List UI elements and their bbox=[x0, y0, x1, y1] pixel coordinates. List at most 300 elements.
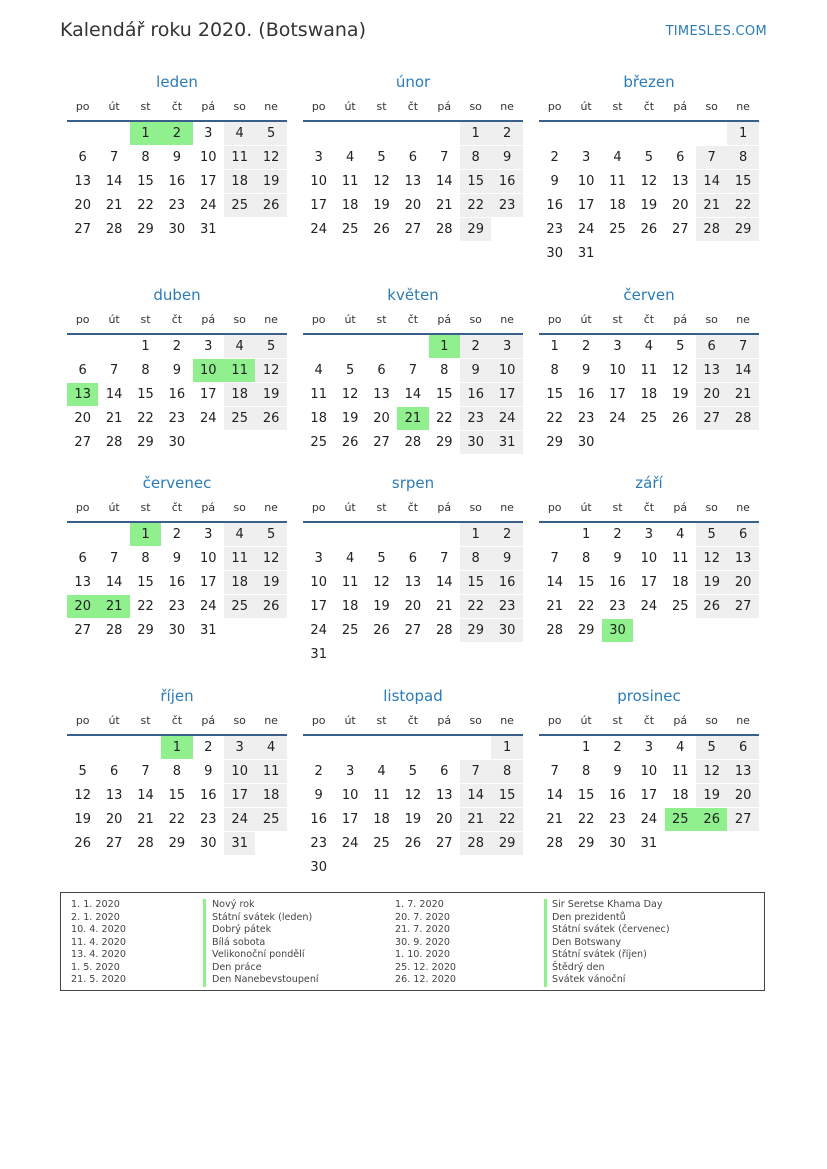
day-cell: 7 bbox=[550, 551, 559, 566]
day-cell: 28 bbox=[546, 836, 563, 851]
day-cell: 20 bbox=[373, 411, 390, 426]
day-cell: 11 bbox=[341, 575, 359, 590]
day-cell: 18 bbox=[609, 198, 626, 213]
day-cell: 26 bbox=[341, 435, 359, 450]
month-name: listopad bbox=[383, 687, 443, 705]
day-cell: 7 bbox=[109, 363, 119, 378]
weekday-header: čt bbox=[171, 714, 183, 727]
weekday-header: so bbox=[233, 313, 246, 326]
day-cell: 15 bbox=[491, 784, 522, 807]
day-cell: 10 bbox=[193, 359, 224, 382]
legend-date: 11. 4. 2020 bbox=[71, 936, 126, 948]
day-cell: 10 bbox=[200, 150, 217, 165]
day-cell: 5 bbox=[696, 736, 727, 759]
day-cell: 8 bbox=[581, 764, 591, 779]
day-cell: 27 bbox=[373, 435, 390, 450]
day-cell: 21 bbox=[105, 411, 123, 426]
day-cell: 20 bbox=[727, 571, 758, 594]
day-cell: 30 bbox=[491, 619, 522, 642]
day-cell: 26 bbox=[404, 836, 422, 851]
weekday-header: so bbox=[233, 100, 246, 113]
day-cell: 19 bbox=[74, 812, 91, 827]
weekday-header: čt bbox=[171, 313, 183, 326]
day-cell: 19 bbox=[255, 170, 286, 193]
day-cell: 30 bbox=[546, 246, 563, 261]
day-cell: 12 bbox=[696, 760, 727, 783]
day-cell: 29 bbox=[137, 435, 154, 450]
day-cell: 21 bbox=[137, 812, 154, 827]
weekday-header: so bbox=[233, 501, 246, 514]
day-cell: 28 bbox=[105, 623, 123, 638]
weekday-header: ne bbox=[264, 313, 278, 326]
day-cell: 26 bbox=[672, 411, 689, 426]
month-name: březen bbox=[623, 73, 675, 91]
day-cell: 17 bbox=[341, 812, 359, 827]
day-cell: 17 bbox=[491, 383, 522, 406]
day-cell: 26 bbox=[255, 194, 286, 217]
legend-holiday-name: Státní svátek (leden) bbox=[212, 911, 313, 923]
legend-holiday-name: Den Nanebevstoupení bbox=[212, 974, 319, 985]
legend-holiday-name: Sir Seretse Khama Day bbox=[552, 899, 663, 910]
legend-right-dates bbox=[395, 899, 456, 987]
day-cell: 9 bbox=[550, 174, 559, 189]
day-cell: 25 bbox=[224, 194, 255, 217]
day-cell: 31 bbox=[224, 832, 255, 855]
weekday-header: so bbox=[705, 501, 718, 514]
weekday-header: út bbox=[580, 100, 592, 113]
day-cell: 11 bbox=[609, 174, 626, 189]
legend-holiday-name: Den práce bbox=[212, 961, 262, 973]
day-cell: 22 bbox=[137, 198, 154, 213]
day-cell: 28 bbox=[727, 407, 758, 430]
legend-date: 1. 10. 2020 bbox=[395, 949, 450, 960]
legend-right-marker bbox=[544, 899, 547, 987]
weekday-header: st bbox=[612, 714, 623, 727]
day-cell: 27 bbox=[74, 623, 91, 638]
legend-holiday-name: Dobrý pátek bbox=[212, 924, 272, 935]
day-cell: 15 bbox=[460, 170, 491, 193]
day-cell: 8 bbox=[141, 551, 150, 566]
day-cell: 20 bbox=[672, 198, 689, 213]
day-cell: 27 bbox=[74, 222, 91, 237]
day-cell: 23 bbox=[609, 812, 626, 827]
day-cell: 8 bbox=[141, 150, 150, 165]
day-cell: 18 bbox=[255, 784, 286, 807]
weekday-header: so bbox=[705, 714, 718, 727]
weekday-header: út bbox=[580, 501, 592, 514]
weekday-header: po bbox=[75, 501, 90, 514]
day-cell: 29 bbox=[460, 218, 491, 241]
day-cell: 6 bbox=[727, 523, 758, 546]
month-name: prosinec bbox=[617, 687, 681, 705]
weekday-header: ne bbox=[500, 714, 514, 727]
day-cell: 24 bbox=[640, 599, 658, 614]
month-name: srpen bbox=[391, 474, 435, 492]
day-cell: 13 bbox=[74, 575, 91, 590]
day-cell: 18 bbox=[640, 387, 658, 402]
day-cell: 3 bbox=[644, 527, 654, 542]
month-name: leden bbox=[156, 73, 198, 91]
day-cell: 5 bbox=[644, 150, 654, 165]
day-cell: 21 bbox=[436, 198, 453, 213]
month-name: září bbox=[635, 474, 663, 492]
day-cell: 20 bbox=[74, 411, 91, 426]
day-cell: 16 bbox=[168, 174, 186, 189]
day-cell: 22 bbox=[168, 812, 186, 827]
day-cell: 24 bbox=[341, 836, 359, 851]
legend-date: 10. 4. 2020 bbox=[71, 924, 126, 935]
day-cell: 9 bbox=[491, 547, 522, 570]
weekday-header: po bbox=[75, 313, 90, 326]
day-cell: 3 bbox=[314, 551, 323, 566]
day-cell: 4 bbox=[224, 523, 255, 546]
weekday-header: pá bbox=[437, 714, 452, 727]
day-cell: 2 bbox=[613, 527, 622, 542]
weekday-header: pá bbox=[201, 100, 216, 113]
day-cell: 13 bbox=[373, 387, 390, 402]
month-name: květen bbox=[387, 286, 439, 304]
day-cell: 5 bbox=[255, 523, 286, 546]
day-cell: 8 bbox=[440, 363, 449, 378]
day-cell: 11 bbox=[310, 387, 327, 402]
month-divider bbox=[303, 734, 523, 736]
day-cell: 19 bbox=[255, 383, 286, 406]
day-cell: 13 bbox=[436, 788, 453, 803]
day-cell: 3 bbox=[581, 150, 591, 165]
day-cell: 2 bbox=[581, 339, 591, 354]
day-cell: 18 bbox=[224, 170, 255, 193]
weekday-header: ne bbox=[264, 501, 278, 514]
day-cell: 4 bbox=[314, 363, 323, 378]
day-cell: 22 bbox=[577, 812, 595, 827]
day-cell: 22 bbox=[491, 808, 522, 831]
day-cell: 31 bbox=[310, 647, 327, 662]
weekday-header: po bbox=[311, 714, 326, 727]
day-cell: 12 bbox=[255, 547, 286, 570]
day-cell: 16 bbox=[577, 387, 595, 402]
day-cell: 28 bbox=[436, 222, 453, 237]
day-cell: 19 bbox=[696, 571, 727, 594]
weekday-header: čt bbox=[643, 714, 655, 727]
day-cell: 1 bbox=[727, 122, 758, 145]
day-cell: 8 bbox=[550, 363, 559, 378]
day-cell: 21 bbox=[546, 812, 563, 827]
day-cell: 9 bbox=[314, 788, 323, 803]
day-cell: 23 bbox=[168, 198, 186, 213]
day-cell: 17 bbox=[609, 387, 626, 402]
day-cell: 15 bbox=[168, 788, 186, 803]
day-cell: 9 bbox=[172, 363, 182, 378]
day-cell: 13 bbox=[67, 383, 98, 406]
day-cell: 1 bbox=[161, 736, 192, 759]
day-cell: 24 bbox=[310, 222, 327, 237]
weekday-header: po bbox=[311, 100, 326, 113]
day-cell: 25 bbox=[665, 808, 696, 831]
month-name: únor bbox=[395, 73, 431, 91]
day-cell: 22 bbox=[137, 411, 154, 426]
day-cell: 1 bbox=[581, 740, 591, 755]
day-cell: 2 bbox=[613, 740, 622, 755]
day-cell: 24 bbox=[310, 623, 327, 638]
day-cell: 2 bbox=[460, 335, 491, 358]
day-cell: 29 bbox=[577, 836, 595, 851]
day-cell: 26 bbox=[640, 222, 658, 237]
day-cell: 5 bbox=[255, 335, 286, 358]
weekday-header: út bbox=[108, 501, 120, 514]
day-cell: 10 bbox=[609, 363, 626, 378]
day-cell: 13 bbox=[727, 760, 758, 783]
day-cell: 8 bbox=[491, 760, 522, 783]
legend-date: 1. 5. 2020 bbox=[71, 961, 120, 973]
day-cell: 15 bbox=[460, 571, 491, 594]
weekday-header: ne bbox=[736, 100, 750, 113]
weekday-header: pá bbox=[673, 501, 688, 514]
day-cell: 12 bbox=[341, 387, 359, 402]
day-cell: 25 bbox=[672, 599, 689, 614]
day-cell: 4 bbox=[676, 527, 685, 542]
day-cell: 16 bbox=[546, 198, 563, 213]
weekday-header: po bbox=[547, 100, 562, 113]
day-cell: 15 bbox=[577, 575, 595, 590]
day-cell: 11 bbox=[341, 174, 359, 189]
day-cell: 15 bbox=[546, 387, 563, 402]
weekday-header: so bbox=[469, 501, 482, 514]
day-cell: 27 bbox=[672, 222, 689, 237]
day-cell: 28 bbox=[404, 435, 422, 450]
day-cell: 6 bbox=[78, 551, 87, 566]
weekday-header: so bbox=[233, 714, 246, 727]
day-cell: 3 bbox=[204, 339, 213, 354]
day-cell: 22 bbox=[546, 411, 563, 426]
weekday-header: čt bbox=[171, 100, 183, 113]
day-cell: 25 bbox=[224, 407, 255, 430]
day-cell: 11 bbox=[224, 146, 255, 169]
legend-holiday-name: Nový rok bbox=[212, 899, 255, 910]
day-cell: 19 bbox=[373, 198, 390, 213]
day-cell: 22 bbox=[460, 595, 491, 618]
day-cell: 14 bbox=[436, 575, 453, 590]
day-cell: 4 bbox=[345, 551, 355, 566]
month-name: říjen bbox=[160, 687, 194, 705]
weekday-header: so bbox=[469, 100, 482, 113]
day-cell: 3 bbox=[345, 764, 355, 779]
weekday-header: pá bbox=[673, 313, 688, 326]
day-cell: 23 bbox=[577, 411, 595, 426]
day-cell: 23 bbox=[546, 222, 563, 237]
weekday-header: po bbox=[547, 714, 562, 727]
legend-date: 2. 1. 2020 bbox=[71, 911, 120, 923]
day-cell: 5 bbox=[377, 150, 386, 165]
day-cell: 30 bbox=[609, 836, 626, 851]
day-cell: 18 bbox=[310, 411, 327, 426]
weekday-header: út bbox=[108, 714, 120, 727]
day-cell: 14 bbox=[546, 788, 563, 803]
day-cell: 18 bbox=[373, 812, 390, 827]
day-cell: 4 bbox=[377, 764, 386, 779]
day-cell: 19 bbox=[255, 571, 286, 594]
day-cell: 14 bbox=[137, 788, 154, 803]
day-cell: 7 bbox=[440, 551, 449, 566]
day-cell: 7 bbox=[460, 760, 491, 783]
day-cell: 31 bbox=[577, 246, 595, 261]
day-cell: 27 bbox=[404, 623, 422, 638]
day-cell: 3 bbox=[491, 335, 522, 358]
day-cell: 25 bbox=[640, 411, 658, 426]
day-cell: 29 bbox=[137, 623, 154, 638]
weekday-header: so bbox=[705, 313, 718, 326]
day-cell: 23 bbox=[460, 407, 491, 430]
day-cell: 20 bbox=[404, 599, 422, 614]
day-cell: 11 bbox=[672, 551, 689, 566]
month-name: červenec bbox=[142, 474, 212, 492]
day-cell: 6 bbox=[408, 551, 418, 566]
day-cell: 27 bbox=[696, 407, 727, 430]
legend-holiday-name: Velikonoční pondělí bbox=[212, 949, 305, 960]
weekday-header: ne bbox=[736, 313, 750, 326]
day-cell: 23 bbox=[310, 836, 327, 851]
site-brand-link[interactable]: TIMESLES.COM bbox=[665, 24, 767, 39]
day-cell: 27 bbox=[727, 808, 758, 831]
day-cell: 30 bbox=[168, 435, 186, 450]
day-cell: 1 bbox=[130, 122, 161, 145]
day-cell: 18 bbox=[341, 198, 359, 213]
day-cell: 12 bbox=[696, 547, 727, 570]
legend-date: 21. 5. 2020 bbox=[71, 974, 126, 985]
day-cell: 7 bbox=[550, 764, 559, 779]
legend-holiday-name: Štědrý den bbox=[552, 961, 605, 973]
legend-left-marker bbox=[203, 899, 206, 987]
day-cell: 29 bbox=[436, 435, 453, 450]
weekday-header: st bbox=[140, 100, 151, 113]
day-cell: 13 bbox=[696, 359, 727, 382]
day-cell: 18 bbox=[224, 383, 255, 406]
day-cell: 16 bbox=[310, 812, 327, 827]
weekday-header: st bbox=[140, 714, 151, 727]
day-cell: 14 bbox=[404, 387, 422, 402]
day-cell: 23 bbox=[491, 595, 522, 618]
day-cell: 3 bbox=[224, 736, 255, 759]
weekday-header: út bbox=[344, 100, 356, 113]
day-cell: 26 bbox=[696, 595, 727, 618]
day-cell: 29 bbox=[577, 623, 595, 638]
day-cell: 16 bbox=[460, 383, 491, 406]
day-cell: 8 bbox=[172, 764, 182, 779]
day-cell: 29 bbox=[546, 435, 563, 450]
day-cell: 17 bbox=[224, 784, 255, 807]
day-cell: 4 bbox=[345, 150, 355, 165]
weekday-header: ne bbox=[736, 501, 750, 514]
day-cell: 15 bbox=[137, 387, 154, 402]
weekday-header: st bbox=[612, 501, 623, 514]
day-cell: 30 bbox=[577, 435, 595, 450]
day-cell: 28 bbox=[436, 623, 453, 638]
day-cell: 21 bbox=[727, 383, 758, 406]
day-cell: 1 bbox=[460, 523, 491, 546]
day-cell: 18 bbox=[672, 788, 689, 803]
weekday-header: čt bbox=[407, 501, 419, 514]
day-cell: 7 bbox=[440, 150, 449, 165]
day-cell: 16 bbox=[168, 575, 186, 590]
day-cell: 11 bbox=[672, 764, 689, 779]
weekday-header: út bbox=[344, 313, 356, 326]
day-cell: 19 bbox=[640, 198, 658, 213]
weekday-header: so bbox=[705, 100, 718, 113]
day-cell: 10 bbox=[577, 174, 595, 189]
weekday-header: st bbox=[140, 313, 151, 326]
day-cell: 9 bbox=[491, 146, 522, 169]
day-cell: 11 bbox=[373, 788, 390, 803]
weekday-header: pá bbox=[673, 100, 688, 113]
day-cell: 31 bbox=[640, 836, 658, 851]
weekday-header: ne bbox=[264, 100, 278, 113]
day-cell: 1 bbox=[491, 736, 522, 759]
day-cell: 12 bbox=[404, 788, 422, 803]
day-cell: 26 bbox=[74, 836, 91, 851]
day-cell: 19 bbox=[672, 387, 689, 402]
day-cell: 22 bbox=[577, 599, 595, 614]
day-cell: 23 bbox=[168, 599, 186, 614]
day-cell: 22 bbox=[137, 599, 154, 614]
weekday-header: ne bbox=[500, 100, 514, 113]
weekday-header: po bbox=[75, 100, 90, 113]
day-cell: 29 bbox=[137, 222, 154, 237]
day-cell: 6 bbox=[727, 736, 758, 759]
day-cell: 16 bbox=[491, 170, 522, 193]
day-cell: 7 bbox=[408, 363, 418, 378]
day-cell: 24 bbox=[200, 198, 217, 213]
legend-date: 21. 7. 2020 bbox=[395, 924, 450, 935]
day-cell: 10 bbox=[200, 551, 217, 566]
day-cell: 1 bbox=[581, 527, 591, 542]
day-cell: 25 bbox=[373, 836, 390, 851]
weekday-header: pá bbox=[201, 313, 216, 326]
legend-date: 1. 1. 2020 bbox=[71, 899, 120, 910]
day-cell: 2 bbox=[161, 122, 192, 145]
day-cell: 1 bbox=[550, 339, 559, 354]
weekday-header: so bbox=[469, 313, 482, 326]
day-cell: 3 bbox=[204, 527, 213, 542]
day-cell: 15 bbox=[137, 575, 154, 590]
day-cell: 20 bbox=[67, 595, 98, 618]
day-cell: 4 bbox=[255, 736, 286, 759]
day-cell: 25 bbox=[341, 222, 359, 237]
day-cell: 14 bbox=[105, 575, 123, 590]
day-cell: 9 bbox=[204, 764, 213, 779]
month-name: červen bbox=[623, 286, 675, 304]
day-cell: 16 bbox=[200, 788, 217, 803]
day-cell: 30 bbox=[168, 222, 186, 237]
day-cell: 9 bbox=[172, 551, 182, 566]
day-cell: 6 bbox=[78, 150, 87, 165]
day-cell: 23 bbox=[609, 599, 626, 614]
weekday-header: st bbox=[376, 313, 387, 326]
weekday-header: ne bbox=[264, 714, 278, 727]
weekday-header: ne bbox=[736, 714, 750, 727]
day-cell: 3 bbox=[644, 740, 654, 755]
legend-date: 1. 7. 2020 bbox=[395, 899, 444, 910]
day-cell: 11 bbox=[224, 359, 255, 382]
legend-holiday-name: Bílá sobota bbox=[212, 936, 266, 948]
day-cell: 6 bbox=[408, 150, 418, 165]
weekday-header: st bbox=[612, 100, 623, 113]
day-cell: 5 bbox=[408, 764, 418, 779]
holiday-legend bbox=[60, 892, 765, 991]
weekday-header: pá bbox=[673, 714, 688, 727]
day-cell: 22 bbox=[436, 411, 453, 426]
day-cell: 14 bbox=[105, 387, 123, 402]
day-cell: 17 bbox=[577, 198, 595, 213]
day-cell: 5 bbox=[255, 122, 286, 145]
